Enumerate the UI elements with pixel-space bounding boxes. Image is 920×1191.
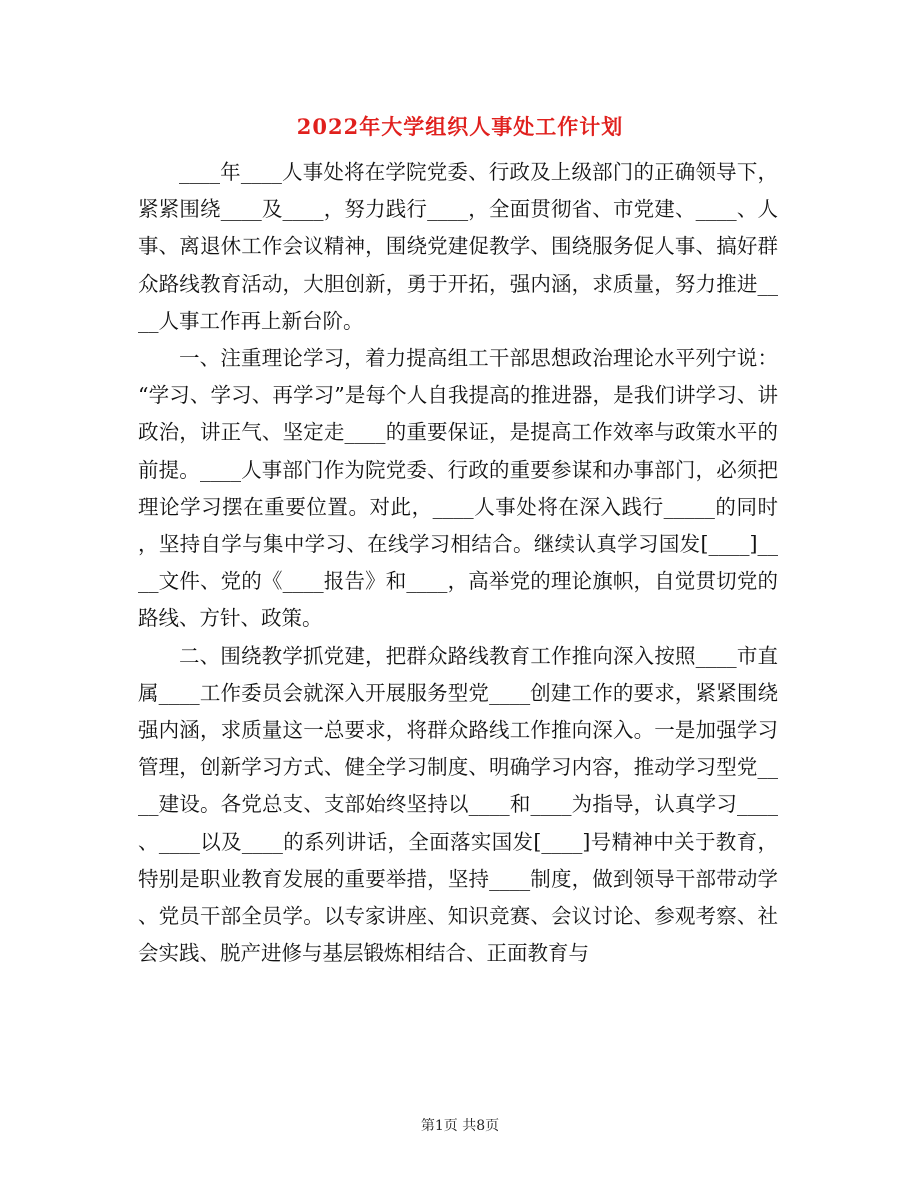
page-number-footer: 第1页 共8页 (420, 1118, 500, 1134)
paragraph-section-1: 一、注重理论学习，着力提高组工干部思想政治理论水平列宁说：“学习、学习、再学习”是每个人自我提高的推进器，是我们讲学习、讲政治，讲正气、坚定走____的重要保证，是提高工作效率与政策水平的前提。____人事部门作为院党委、行政的重要参谋和办事部门，必须把理论学习摆在重要位置。对此，____人事处将在深入践行_____的同时，坚持自学与集中学习、在线学习相结合。继续认真学习国发[____]____文件、党的《____报告》和____，高举党的理论旗帜，自觉贯切党的路线、方针、政策。 (138, 346, 778, 631)
document-body (138, 154, 778, 972)
paragraph-section-2: 二、围绕教学抓党建，把群众路线教育工作推向深入按照____市直属____工作委员会就深入开展服务型党____创建工作的要求，紧紧围绕强内涵，求质量这一总要求，将群众路线工作推向深入。一是加强学习管理，创新学习方式、健全学习制度、明确学习内容，推动学习型党____建设。各党总支、支部始终坚持以____和____为指导，认真学习____、____以及____的系列讲话，全面落实国发[____]号精神中关于教育，特别是职业教育发展的重要举措，坚持____制度，做到领导干部带动学、党员干部全员学。以专家讲座、知识竞赛、会议讨论、参观考察、社会实践、脱产进修与基层锻炼相结合、正面教育与 (138, 643, 778, 966)
document-title: 2022年大学组织人事处工作计划 (296, 114, 624, 139)
paragraph-intro: ____年____人事处将在学院党委、行政及上级部门的正确领导下，紧紧围绕____及____，努力践行____，全面贯彻省、市党建、____、人事、离退休工作会议精神，围绕党建促教学、围绕服务促人事、搞好群众路线教育活动，大胆创新，勇于开拓，强内涵，求质量，努力推进____人事工作再上新台阶。 (138, 160, 778, 333)
